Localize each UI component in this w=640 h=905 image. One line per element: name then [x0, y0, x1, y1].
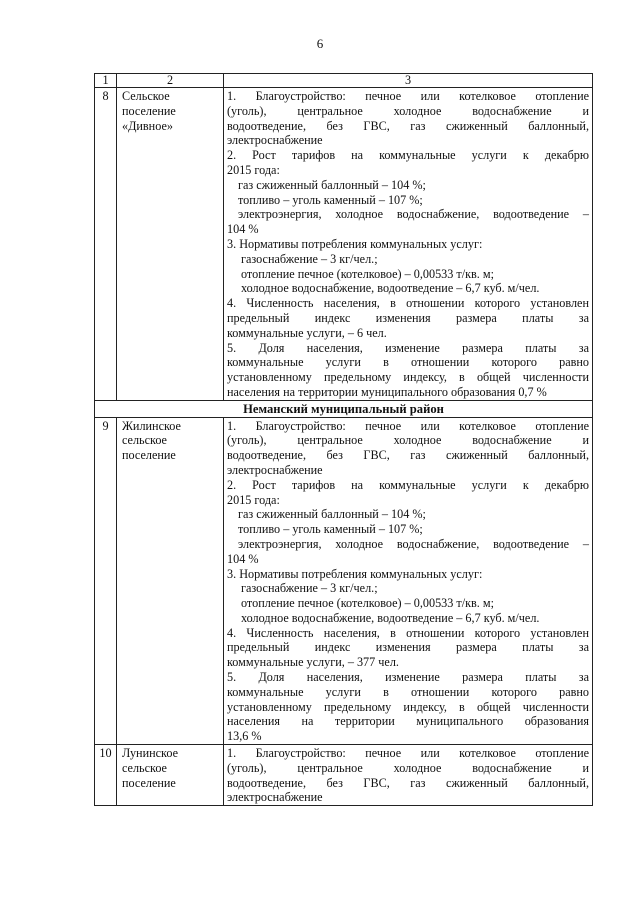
text-line: газоснабжение – 3 кг/чел.;	[241, 581, 378, 596]
text-line: установленному предельному индексу, в общей численности	[227, 699, 589, 714]
settlement-description	[224, 88, 593, 401]
text-line: газ сжиженный баллонный – 104 %;	[238, 177, 426, 192]
text-line: электроэнергия, холодное водоснабжение, водоотведение –	[238, 207, 589, 222]
settlement-name-line: поселение	[122, 103, 176, 118]
row-number: 8	[95, 88, 117, 401]
text-line: электроснабжение	[227, 133, 323, 148]
settlement-name-line: Жилинское	[122, 418, 181, 433]
text-line: топливо – уголь каменный – 107 %;	[238, 192, 423, 207]
header-col-1: 1	[95, 74, 117, 88]
text-line: электроснабжение	[227, 790, 323, 805]
text-line: 4. Численность населения, в отношении которого установлен	[227, 625, 589, 640]
text-line: населения на территории муниципального образования 0,7 %	[227, 384, 547, 399]
text-line: коммунальные услуги в отношении которого равно	[227, 684, 589, 699]
text-line: 13,6 %	[227, 729, 262, 744]
text-line: коммунальные услуги в отношении которого равно	[227, 355, 589, 370]
text-line: 1. Благоустройство: печное или котелковое отопление	[227, 746, 589, 761]
text-line: отопление печное (котелковое) – 0,00533 т/кв. м;	[241, 596, 494, 611]
settlement-name	[117, 745, 224, 806]
text-line: 1. Благоустройство: печное или котелковое отопление	[227, 418, 589, 433]
section-header-row	[95, 400, 593, 417]
row-number: 9	[95, 417, 117, 745]
text-line: водоотведение, без ГВС, газ сжиженный баллонный,	[227, 118, 589, 133]
settlement-name-line: Лунинское	[122, 746, 178, 761]
text-line: предельный индекс изменения размера платы за	[227, 640, 589, 655]
page-number: 6	[316, 36, 324, 51]
text-line: водоотведение, без ГВС, газ сжиженный баллонный,	[227, 448, 589, 463]
text-line: холодное водоснабжение, водоотведение – 6,7 куб. м/чел.	[241, 281, 540, 296]
text-line: электроснабжение	[227, 462, 323, 477]
settlement-name	[117, 88, 224, 401]
text-line: предельный индекс изменения размера платы за	[227, 310, 589, 325]
table-row	[95, 417, 593, 745]
text-line: (уголь), центральное холодное водоснабжение и	[227, 103, 589, 118]
settlement-name	[117, 417, 224, 745]
text-line: установленному предельному индексу, в общей численности	[227, 370, 589, 385]
text-line: 2. Рост тарифов на коммунальные услуги к декабрю	[227, 477, 589, 492]
text-line: водоотведение, без ГВС, газ сжиженный баллонный,	[227, 775, 589, 790]
settlement-name-line: Сельское	[122, 89, 170, 103]
text-line: газоснабжение – 3 кг/чел.;	[241, 251, 378, 266]
settlement-description	[224, 745, 593, 806]
text-line: 3. Нормативы потребления коммунальных услуг:	[227, 566, 483, 581]
text-line: коммунальные услуги, – 377 чел.	[227, 655, 399, 670]
row-number: 10	[95, 745, 117, 806]
table-row	[95, 88, 593, 401]
text-line: электроэнергия, холодное водоснабжение, водоотведение –	[238, 536, 589, 551]
text-line: 3. Нормативы потребления коммунальных услуг:	[227, 236, 483, 251]
text-line: 2. Рост тарифов на коммунальные услуги к декабрю	[227, 148, 589, 163]
header-col-3: 3	[224, 74, 593, 88]
text-line: населения на территории муниципального образования	[227, 714, 589, 729]
tariff-table	[94, 73, 593, 806]
section-title: Неманский муниципальный район	[95, 400, 593, 417]
text-line: (уголь), центральное холодное водоснабжение и	[227, 433, 589, 448]
settlement-name-line: «Дивное»	[122, 118, 173, 133]
text-line: коммунальные услуги, – 6 чел.	[227, 325, 387, 340]
header-col-2: 2	[117, 74, 224, 88]
text-line: газ сжиженный баллонный – 104 %;	[238, 507, 426, 522]
settlement-description	[224, 417, 593, 745]
text-line: 5. Доля населения, изменение размера платы за	[227, 670, 589, 685]
text-line: 2015 года:	[227, 492, 280, 507]
settlement-name-line: сельское	[122, 433, 167, 448]
text-line: 104 %	[227, 551, 259, 566]
settlement-name-line: поселение	[122, 448, 176, 463]
text-line: 104 %	[227, 222, 259, 237]
text-line: 4. Численность населения, в отношении которого установлен	[227, 296, 589, 311]
text-line: (уголь), центральное холодное водоснабжение и	[227, 760, 589, 775]
text-line: холодное водоснабжение, водоотведение – 6,7 куб. м/чел.	[241, 610, 540, 625]
text-line: топливо – уголь каменный – 107 %;	[238, 522, 423, 537]
table-row	[95, 745, 593, 806]
settlement-name-line: сельское	[122, 760, 167, 775]
text-line: 1. Благоустройство: печное или котелковое отопление	[227, 89, 589, 103]
text-line: отопление печное (котелковое) – 0,00533 т/кв. м;	[241, 266, 494, 281]
settlement-name-line: поселение	[122, 775, 176, 790]
table-header-row	[95, 74, 593, 88]
text-line: 5. Доля населения, изменение размера платы за	[227, 340, 589, 355]
text-line: 2015 года:	[227, 162, 280, 177]
